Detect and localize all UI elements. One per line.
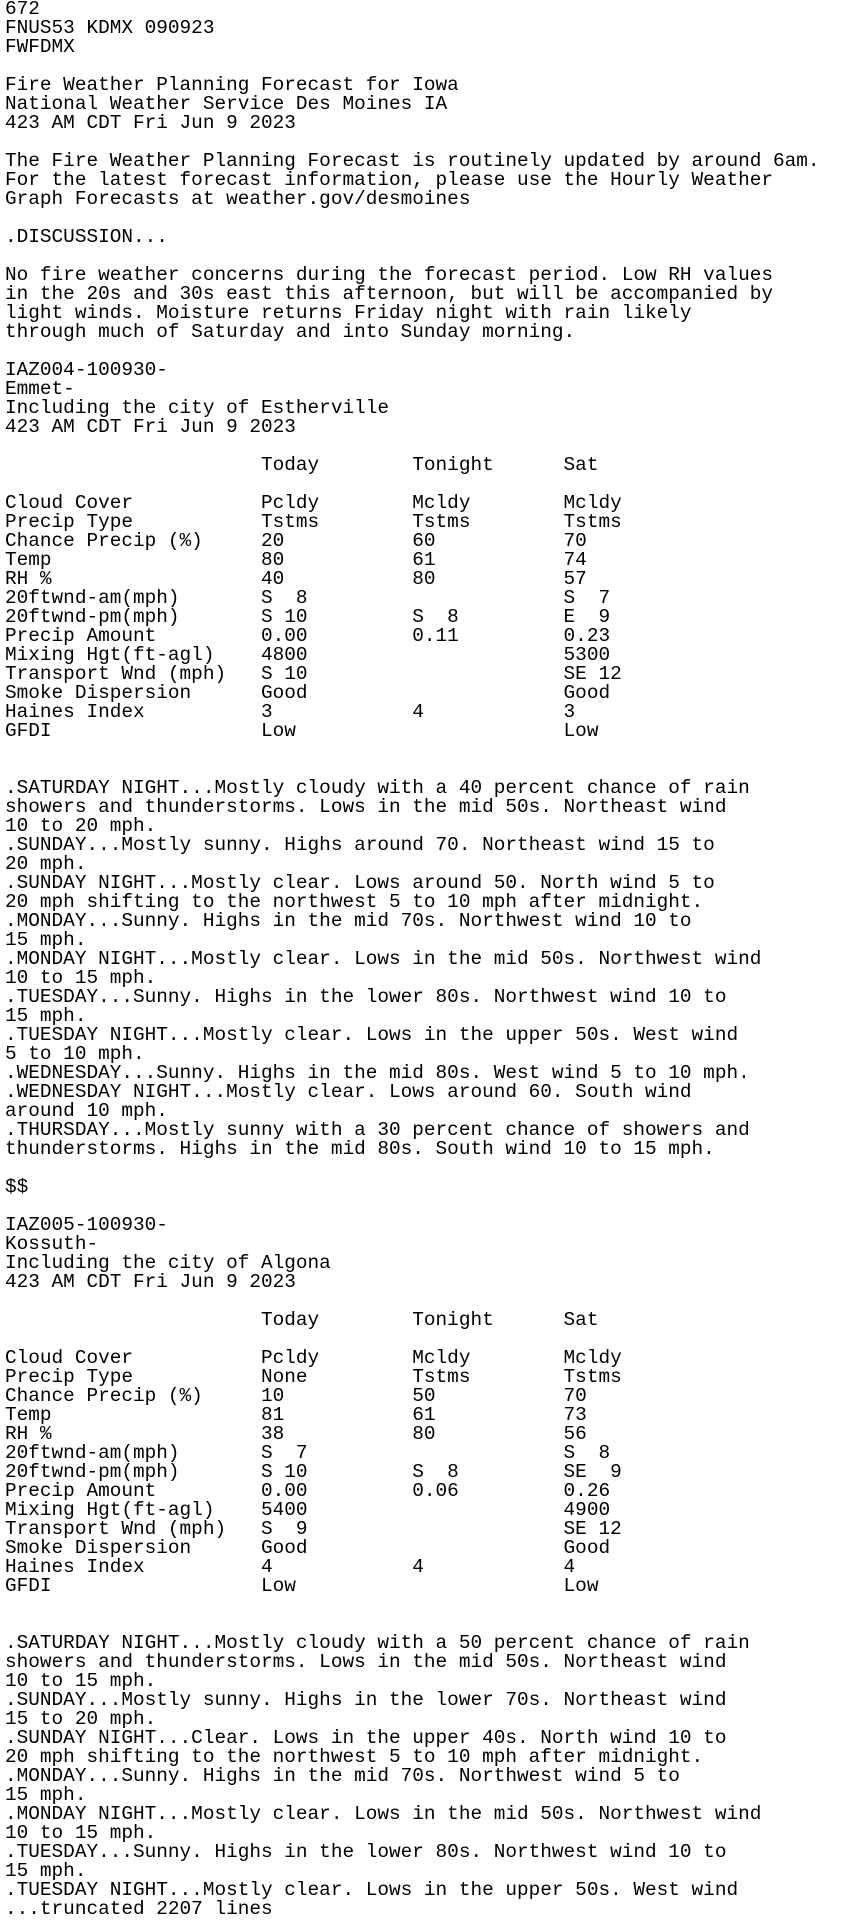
text-line: Haines Index 4 4 4 (5, 1556, 576, 1578)
text-line: Smoke Dispersion Good Good (5, 1537, 611, 1559)
text-line: showers and thunderstorms. Lows in the mid 50s. Northeast wind (5, 1651, 727, 1673)
text-line: 20 mph shifting to the northwest 5 to 10 mph after midnight. (5, 1746, 704, 1768)
text-line: .TUESDAY NIGHT...Mostly clear. Lows in the upper 50s. West wind (5, 1024, 739, 1046)
text-line: .WEDNESDAY...Sunny. Highs in the mid 80s. West wind 5 to 10 mph. (5, 1062, 750, 1084)
text-line: 20ftwnd-am(mph) S 8 S 7 (5, 587, 611, 609)
text-line: RH % 40 80 57 (5, 568, 587, 590)
text-line: .MONDAY NIGHT...Mostly clear. Lows in the mid 50s. Northwest wind (5, 1803, 762, 1825)
text-line: No fire weather concerns during the forecast period. Low RH values (5, 264, 773, 286)
text-line: light winds. Moisture returns Friday night with rain likely (5, 302, 692, 324)
text-line: 20 mph shifting to the northwest 5 to 10 mph after midnight. (5, 891, 704, 913)
text-line: .MONDAY NIGHT...Mostly clear. Lows in the mid 50s. Northwest wind (5, 948, 762, 970)
text-line: For the latest forecast information, please use the Hourly Weather (5, 169, 773, 191)
text-line: Emmet- (5, 378, 75, 400)
text-line: Cloud Cover Pcldy Mcldy Mcldy (5, 1347, 622, 1369)
text-line: GFDI Low Low (5, 720, 599, 742)
text-line: IAZ004-100930- (5, 359, 168, 381)
text-line: Transport Wnd (mph) S 9 SE 12 (5, 1518, 622, 1540)
text-line: Transport Wnd (mph) S 10 SE 12 (5, 663, 622, 685)
text-line: 10 to 15 mph. (5, 1822, 157, 1844)
text-line: .SATURDAY NIGHT...Mostly cloudy with a 50 percent chance of rain (5, 1632, 750, 1654)
text-line: through much of Saturday and into Sunday morning. (5, 321, 576, 343)
text-line: Haines Index 3 4 3 (5, 701, 576, 723)
text-line: 423 AM CDT Fri Jun 9 2023 (5, 416, 296, 438)
text-line: 423 AM CDT Fri Jun 9 2023 (5, 1271, 296, 1293)
text-line: around 10 mph. (5, 1100, 168, 1122)
text-line: RH % 38 80 56 (5, 1423, 587, 1445)
text-line: 15 mph. (5, 1005, 87, 1027)
text-line: Chance Precip (%) 20 60 70 (5, 530, 587, 552)
text-line: 15 mph. (5, 929, 87, 951)
text-line: Including the city of Algona (5, 1252, 331, 1274)
text-line: in the 20s and 30s east this afternoon, but will be accompanied by (5, 283, 773, 305)
text-line: Today Tonight Sat (5, 454, 599, 476)
text-line: Including the city of Estherville (5, 397, 389, 419)
text-line: 15 to 20 mph. (5, 1708, 157, 1730)
text-line: Temp 81 61 73 (5, 1404, 587, 1426)
text-line: GFDI Low Low (5, 1575, 599, 1597)
text-line: Temp 80 61 74 (5, 549, 587, 571)
text-line: FNUS53 KDMX 090923 (5, 17, 215, 39)
text-line: 10 to 15 mph. (5, 967, 157, 989)
text-line: 20ftwnd-pm(mph) S 10 S 8 SE 9 (5, 1461, 622, 1483)
text-line: .MONDAY...Sunny. Highs in the mid 70s. Northwest wind 5 to (5, 1765, 680, 1787)
text-line: Fire Weather Planning Forecast for Iowa (5, 74, 459, 96)
text-line: showers and thunderstorms. Lows in the mid 50s. Northeast wind (5, 796, 727, 818)
text-line: The Fire Weather Planning Forecast is routinely updated by around 6am. (5, 150, 820, 172)
text-line: Smoke Dispersion Good Good (5, 682, 611, 704)
text-line: Kossuth- (5, 1233, 99, 1255)
text-line: .SUNDAY...Mostly sunny. Highs in the lower 70s. Northeast wind (5, 1689, 727, 1711)
text-line: .MONDAY...Sunny. Highs in the mid 70s. Northwest wind 10 to (5, 910, 692, 932)
text-line: 15 mph. (5, 1860, 87, 1882)
text-line: ...truncated 2207 lines (5, 1898, 273, 1920)
text-line: 423 AM CDT Fri Jun 9 2023 (5, 112, 296, 134)
text-line: 5 to 10 mph. (5, 1043, 145, 1065)
text-line (5, 1596, 846, 1615)
text-line: Today Tonight Sat (5, 1309, 599, 1331)
text-line: Mixing Hgt(ft-agl) 4800 5300 (5, 644, 611, 666)
text-line: 20ftwnd-pm(mph) S 10 S 8 E 9 (5, 606, 611, 628)
text-line: 10 to 15 mph. (5, 1670, 157, 1692)
text-line: Precip Type None Tstms Tstms (5, 1366, 622, 1388)
text-line: .TUESDAY...Sunny. Highs in the lower 80s. Northwest wind 10 to (5, 986, 727, 1008)
text-line: Precip Amount 0.00 0.11 0.23 (5, 625, 611, 647)
text-line: Precip Type Tstms Tstms Tstms (5, 511, 622, 533)
text-line: Precip Amount 0.00 0.06 0.26 (5, 1480, 611, 1502)
text-line: FWFDMX (5, 36, 75, 58)
text-line: .SUNDAY NIGHT...Mostly clear. Lows around 50. North wind 5 to (5, 872, 715, 894)
text-line: .SUNDAY...Mostly sunny. Highs around 70. Northeast wind 15 to (5, 834, 715, 856)
text-line: $$ (5, 1176, 29, 1198)
text-line: .DISCUSSION... (5, 226, 168, 248)
text-line: 20 mph. (5, 853, 87, 875)
text-line: 672 (5, 0, 40, 20)
text-line: National Weather Service Des Moines IA (5, 93, 448, 115)
text-line: Graph Forecasts at weather.gov/desmoines (5, 188, 471, 210)
text-line: 10 to 20 mph. (5, 815, 157, 837)
text-line: .TUESDAY NIGHT...Mostly clear. Lows in the upper 50s. West wind (5, 1879, 739, 1901)
text-line: .TUESDAY...Sunny. Highs in the lower 80s. Northwest wind 10 to (5, 1841, 727, 1863)
text-line: .SUNDAY NIGHT...Clear. Lows in the upper 40s. North wind 10 to (5, 1727, 727, 1749)
text-line: 15 mph. (5, 1784, 87, 1806)
text-line: Chance Precip (%) 10 50 70 (5, 1385, 587, 1407)
text-line: IAZ005-100930- (5, 1214, 168, 1236)
text-line: Cloud Cover Pcldy Mcldy Mcldy (5, 492, 622, 514)
text-line: Mixing Hgt(ft-agl) 5400 4900 (5, 1499, 611, 1521)
text-line: thunderstorms. Highs in the mid 80s. South wind 10 to 15 mph. (5, 1138, 715, 1160)
text-line (5, 741, 846, 760)
text-line (5, 1159, 846, 1178)
text-line: .THURSDAY...Mostly sunny with a 30 percent chance of showers and (5, 1119, 750, 1141)
text-line: .WEDNESDAY NIGHT...Mostly clear. Lows around 60. South wind (5, 1081, 692, 1103)
text-line: 20ftwnd-am(mph) S 7 S 8 (5, 1442, 611, 1464)
text-line: .SATURDAY NIGHT...Mostly cloudy with a 40 percent chance of rain (5, 777, 750, 799)
